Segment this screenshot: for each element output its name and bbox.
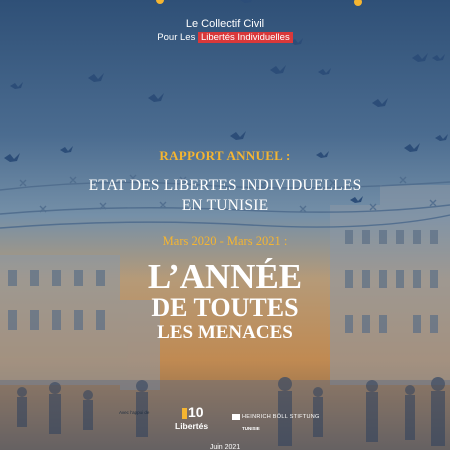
hbs-logo-mark (232, 414, 240, 420)
libertes-logo-bar (182, 408, 187, 419)
report-title (0, 176, 450, 216)
crowd-silhouettes (0, 377, 450, 450)
sun-spot (156, 0, 164, 4)
report-title-line1: ETAT DES LIBERTES INDIVIDUELLES (88, 177, 362, 194)
report-label: RAPPORT ANNUEL : (159, 148, 291, 163)
libertes-logo-text: Libertés (175, 421, 209, 431)
organization-header (0, 17, 450, 44)
publication-date: Juin 2021 (209, 444, 241, 450)
hbs-logo-name: HEINRICH BÖLL STIFTUNG (242, 413, 320, 420)
support-note: Avec l’appui de (119, 410, 150, 415)
org-name-line1: Le Collectif Civil (185, 18, 265, 30)
libertes-logo (172, 404, 218, 434)
org-highlight: Libertés Individuelles (198, 32, 293, 43)
sun-spot (354, 0, 362, 6)
org-prefix: Pour Les (157, 32, 196, 43)
hbs-logo (232, 408, 332, 431)
report-headline (0, 259, 450, 342)
org-name-line2 (0, 31, 450, 44)
headline-line3: LES MENACES (157, 322, 293, 343)
report-title-line2: EN TUNISIE (181, 197, 269, 214)
report-period: Mars 2020 - Mars 2021 : (162, 234, 288, 248)
headline-line2: DE TOUTES (151, 293, 299, 322)
headline-line1: L’ANNÉE (147, 257, 303, 296)
hbs-logo-country: TUNISIE (242, 426, 260, 431)
libertes-logo-number: 10 (188, 404, 204, 420)
